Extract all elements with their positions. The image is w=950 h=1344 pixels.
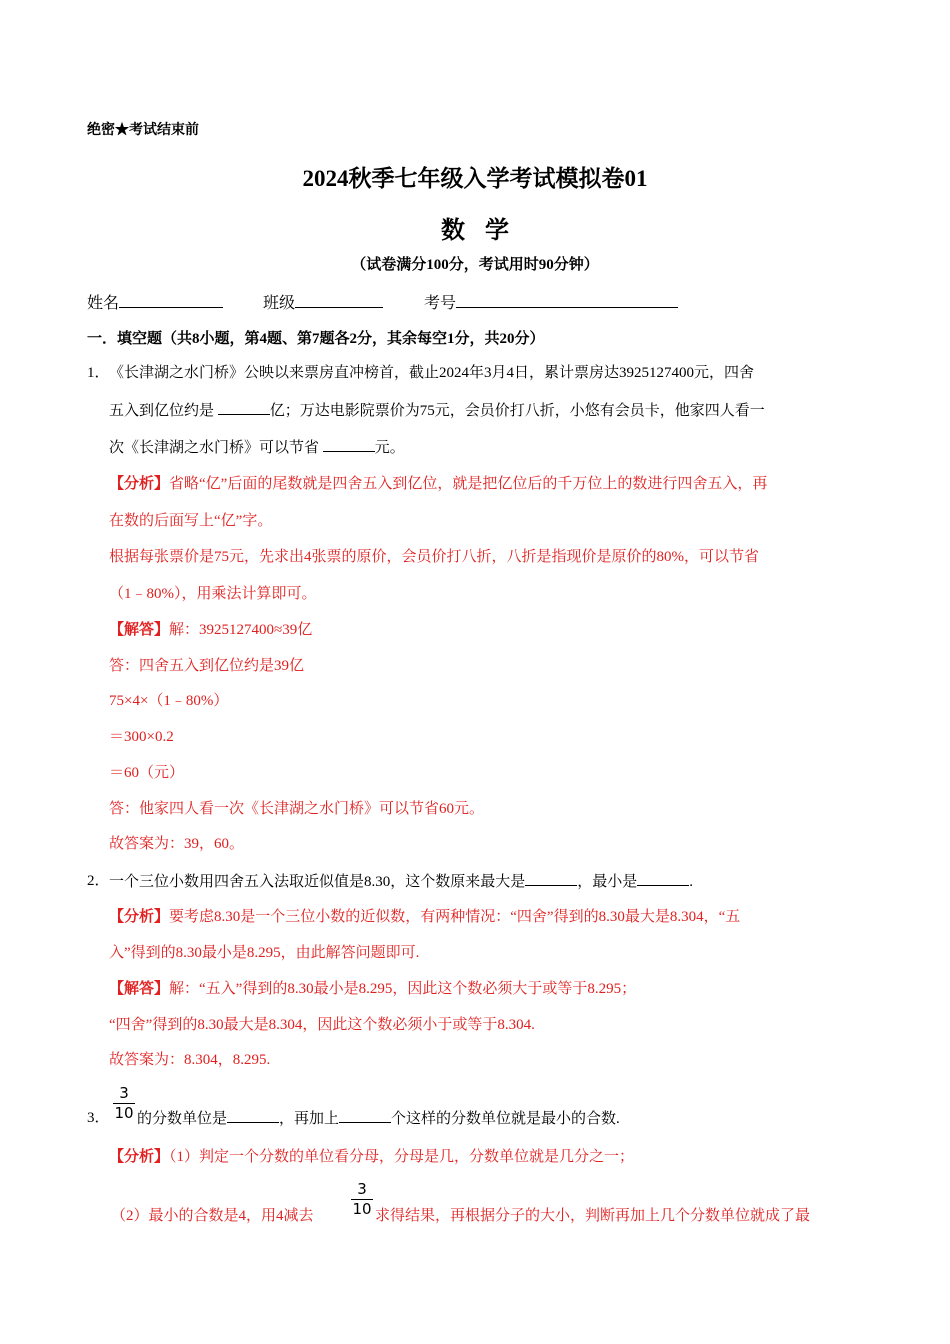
answer-tag: 【解答】 xyxy=(109,981,170,997)
q1-line3 xyxy=(109,437,405,458)
q3-analysis-line2a: （2）最小的合数是4，用4减去 xyxy=(111,1208,314,1224)
q2-answer-blank-2 xyxy=(637,871,689,886)
q3-analysis-line1 xyxy=(109,1147,634,1167)
q1-analysis-line2: 在数的后面写上“亿”字。 xyxy=(109,513,273,529)
q3-text-c: 个这样的分数单位就是最小的合数. xyxy=(391,1111,620,1127)
exam-title: 2024秋季七年级入学考试模拟卷01 xyxy=(302,166,648,191)
subject-title: 数学 xyxy=(441,218,529,244)
fraction-numerator: 3 xyxy=(119,1084,129,1102)
q2-analysis-line2: 入”得到的8.30最小是8.295，由此解答问题即可. xyxy=(109,945,420,961)
q1-answer-blank-2 xyxy=(323,437,375,452)
id-blank xyxy=(456,293,678,308)
class-blank xyxy=(295,293,383,308)
q2-answer-line1 xyxy=(109,979,636,999)
q2-line1 xyxy=(109,871,693,892)
q1-line2 xyxy=(109,400,765,421)
q1-answer-blank-1 xyxy=(218,400,270,415)
fraction-numerator: 3 xyxy=(357,1180,367,1198)
q2-text-c: . xyxy=(689,874,694,890)
fraction-denominator: 10 xyxy=(114,1104,134,1122)
id-label: 考号 xyxy=(424,295,457,312)
analysis-tag: 【分析】 xyxy=(109,1149,170,1165)
q1-answer-line1 xyxy=(109,620,312,640)
q3-text-a: 的分数单位是 xyxy=(137,1111,228,1127)
answer-tag: 【解答】 xyxy=(109,622,170,638)
q1-line2-text-b: 亿；万达电影院票价为75元，会员价打八折，小悠有会员卡，他家四人看一 xyxy=(269,403,765,419)
q1-answer-line5: ＝60（元） xyxy=(109,765,185,781)
q3-analysis-text-1: （1）判定一个分数的单位看分母，分母是几，分数单位就是几分之一； xyxy=(169,1149,635,1165)
confidential-label: 绝密★考试结束前 xyxy=(87,123,199,138)
q2-answer-text-1: 解：“五入”得到的8.30最小是8.295，因此这个数必须大于或等于8.295； xyxy=(169,981,637,997)
q1-line3-text-b: 元。 xyxy=(374,440,405,456)
q1-answer-line2: 答：四舍五入到亿位约是39亿 xyxy=(109,658,305,674)
q1-final-answer: 故答案为：39，60。 xyxy=(109,836,245,852)
analysis-tag: 【分析】 xyxy=(109,909,170,925)
q2-analysis-text-1: 要考虑8.30是一个三位小数的近似数，有两种情况：“四舍”得到的8.30最大是8.304，“五 xyxy=(169,909,741,925)
q1-number: 1． xyxy=(87,365,110,381)
q3-fraction xyxy=(113,1085,135,1122)
class-label: 班级 xyxy=(263,295,296,312)
section-heading: 一．填空题（共8小题，第4题、第7题各2分，其余每空1分，共20分） xyxy=(87,331,545,347)
q3-analysis-fraction xyxy=(351,1181,373,1218)
q1-analysis-line1 xyxy=(109,474,767,494)
q2-final-answer: 故答案为：8.304，8.295. xyxy=(109,1052,271,1068)
q2-answer-line2: “四舍”得到的8.30最大是8.304，因此这个数必须小于或等于8.304. xyxy=(109,1017,535,1033)
q3-analysis-line2b: 求得结果，再根据分子的大小，判断再加上几个分数单位就成了最 xyxy=(375,1208,811,1224)
q2-analysis-line1 xyxy=(109,907,740,927)
id-field xyxy=(424,290,678,313)
q3-answer-blank-1 xyxy=(227,1108,279,1123)
q2-text-a: 一个三位小数用四舍五入法取近似值是8.30，这个数原来最大是 xyxy=(109,874,526,890)
q1-analysis-text-1: 省略“亿”后面的尾数就是四舍五入到亿位，就是把亿位后的千万位上的数进行四舍五入，再 xyxy=(169,476,768,492)
q3-text-b: ，再加上 xyxy=(279,1111,340,1127)
q1-line2-text-a: 五入到亿位约是 xyxy=(109,403,218,419)
exam-note: （试卷满分100分，考试用时90分钟） xyxy=(351,257,599,273)
q1-answer-line4: ＝300×0.2 xyxy=(109,729,174,745)
class-field xyxy=(263,290,383,313)
fraction-denominator: 10 xyxy=(352,1200,372,1218)
q1-answer-line3: 75×4×（1﹣80%） xyxy=(109,693,229,709)
q3-line1 xyxy=(137,1108,620,1129)
q1-answer-text-1: 解：3925127400≈39亿 xyxy=(169,622,313,638)
q1-analysis-line3: 根据每张票价是75元，先求出4张票的原价，会员价打八折，八折是指现价是原价的80%，可以节省 xyxy=(109,549,759,565)
q2-text-b: ，最小是 xyxy=(577,874,638,890)
q1-answer-line6: 答：他家四人看一次《长津湖之水门桥》可以节省60元。 xyxy=(109,801,485,817)
name-blank xyxy=(119,293,223,308)
q1-analysis-line4: （1﹣80%），用乘法计算即可。 xyxy=(109,586,317,602)
q2-number: 2． xyxy=(87,873,110,889)
name-label: 姓名 xyxy=(87,295,120,312)
q2-answer-blank-1 xyxy=(525,871,577,886)
q1-line1: 《长津湖之水门桥》公映以来票房直冲榜首，截止2024年3月4日，累计票房达3925127400元，四舍 xyxy=(109,365,755,381)
q3-number: 3． xyxy=(87,1110,110,1126)
q1-line3-text-a: 次《长津湖之水门桥》可以节省 xyxy=(109,440,323,456)
name-field xyxy=(87,290,223,313)
q3-answer-blank-2 xyxy=(339,1108,391,1123)
analysis-tag: 【分析】 xyxy=(109,476,170,492)
